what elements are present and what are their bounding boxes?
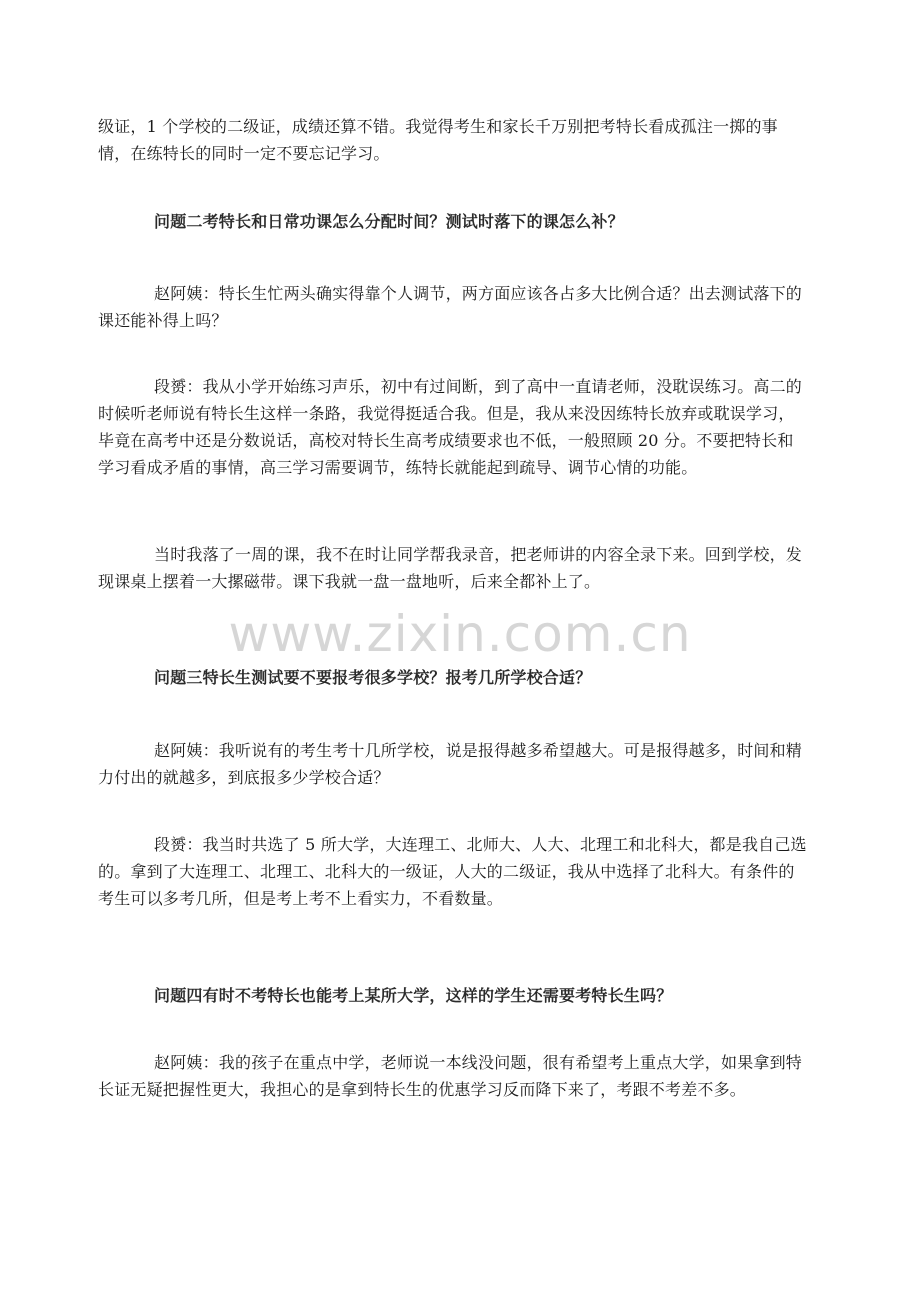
question-2-duan-paragraph-2: 当时我落了一周的课，我不在时让同学帮我录音，把老师讲的内容全录下来。回到学校，发现课桌上摆着一大摞磁带。课下我就一盘一盘地听，后来全都补上了。 bbox=[98, 545, 803, 591]
question-4-zhao-paragraph: 赵阿姨：我的孩子在重点中学，老师说一本线没问题，很有希望考上重点大学，如果拿到特长证无疑把握性更大，我担心的是拿到特长生的优惠学习反而降下来了，考跟不考差不多。 bbox=[98, 1053, 803, 1099]
site-watermark: www.zixin.com.cn bbox=[228, 605, 692, 663]
question-3-zhao-paragraph: 赵阿姨：我听说有的考生考十几所学校，说是报得越多希望越大。可是报得越多，时间和精力付出的就越多，到底报多少学校合适？ bbox=[98, 741, 803, 787]
question-3-duan-paragraph: 段赟：我当时共选了 5 所大学，大连理工、北师大、人大、北理工和北科大，都是我自己选的。拿到了大连理工、北理工、北科大的一级证，人大的二级证，我从中选择了北科大。有条件的考生可以多考几所，但是考上考不上看实力，不看数量。 bbox=[98, 835, 807, 908]
intro-paragraph: 级证，1 个学校的二级证，成绩还算不错。我觉得考生和家长千万别把考特长看成孤注一掷的事情，在练特长的同时一定不要忘记学习。 bbox=[98, 117, 778, 163]
question-4-heading: 问题四有时不考特长也能考上某所大学，这样的学生还需要考特长生吗？ bbox=[154, 986, 673, 1005]
question-2-zhao-paragraph: 赵阿姨：特长生忙两头确实得靠个人调节，两方面应该各占多大比例合适？出去测试落下的课还能补得上吗？ bbox=[98, 284, 803, 330]
question-2-heading: 问题二考特长和日常功课怎么分配时间？测试时落下的课怎么补？ bbox=[154, 212, 624, 231]
question-3-heading: 问题三特长生测试要不要报考很多学校？报考几所学校合适？ bbox=[154, 668, 592, 687]
question-2-duan-paragraph: 段赟：我从小学开始练习声乐，初中有过间断，到了高中一直请老师，没耽误练习。高二的时候听老师说有特长生这样一条路，我觉得挺适合我。但是，我从来没因练特长放弃或耽误学习，毕竟在高考中还是分数说话，高校对特长生高考成绩要求也不低，一般照顾 20 分。不要把特长和学习看成矛盾的事情，高三学习需要调节，练特长就能起到疏导、调节心情的功能。 bbox=[98, 377, 803, 477]
